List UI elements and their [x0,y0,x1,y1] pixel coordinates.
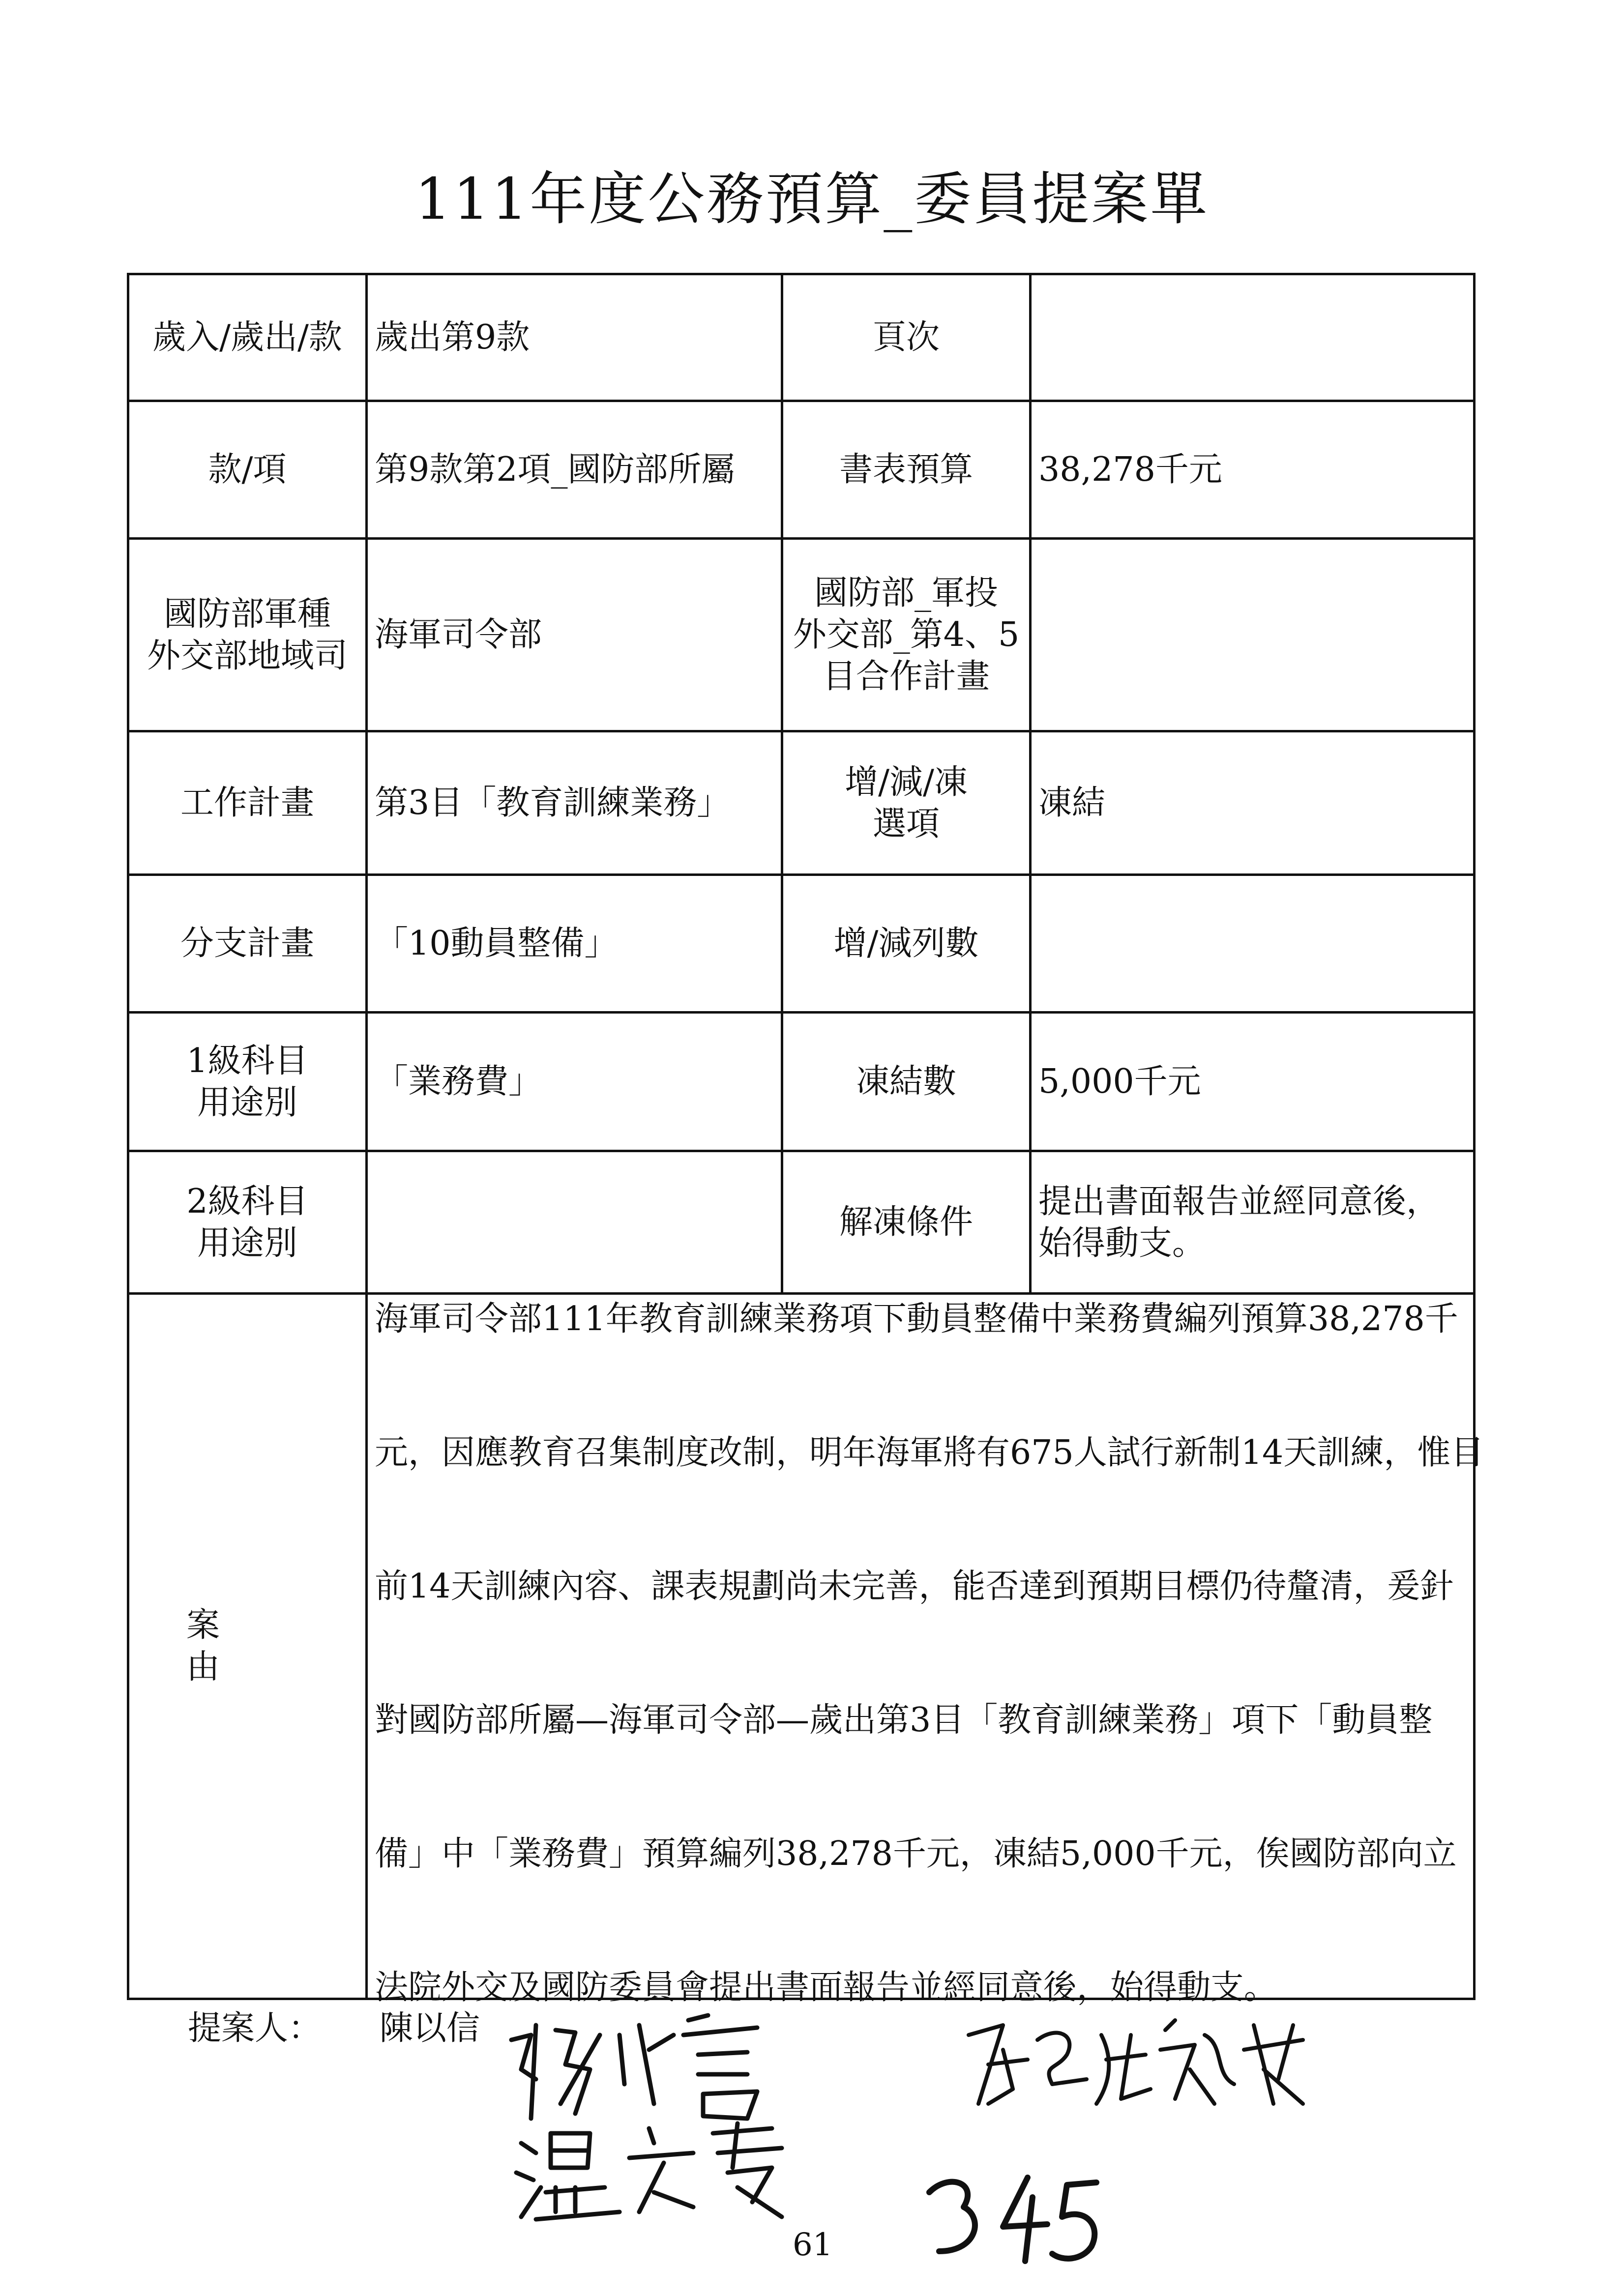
form-row [128,875,1475,1013]
page-title: 111年度公務預算_委員提案單 [414,166,1210,233]
proposer-label: 提案人： [188,2009,322,2048]
label-unfreeze-condition: 解凍條件 [782,1151,1031,1294]
label-service-branch: 國防部軍種 外交部地域司 [128,539,367,731]
form-row [128,1013,1475,1151]
form-row [128,539,1475,731]
value-program-item [1031,539,1475,731]
reason-text [367,1294,1484,2007]
label-work-plan: 工作計畫 [128,731,367,875]
form-row [128,274,1475,401]
signature-chen-yi-xin [502,2005,806,2128]
value-work-plan: 第3目「教育訓練業務」 [367,731,782,875]
value-statement-budget: 38,278千元 [1031,401,1475,539]
value-budget-type: 歲出第9款 [367,274,782,401]
label-level2-category: 2級科目 用途別 [128,1151,367,1294]
reason-line: 前14天訓練內容、課表規劃尚未完善，能否達到預期目標仍待釐清，爰針 [375,1567,1454,1606]
proposer-name: 陳以信 [380,2009,480,2048]
label-page: 頁次 [782,274,1031,401]
value-service-branch: 海軍司令部 [367,539,782,731]
value-frozen-amount: 5,000千元 [1031,1013,1475,1151]
signature-number-345 [919,2168,1106,2271]
value-action-option: 凍結 [1031,731,1475,875]
form-row-reason [128,1294,1475,1999]
reason-line: 元，因應教育召集制度改制，明年海軍將有675人試行新制14天訓練，惟目 [375,1433,1484,1472]
label-budget-type: 歲入/歲出/款 [128,274,367,401]
reason-line: 對國防部所屬—海軍司令部—歲出第3目「教育訓練業務」項下「動員整 [375,1701,1433,1740]
label-action-option: 增/減/凍 選項 [782,731,1031,875]
proposal-form-table [127,273,1484,2007]
label-branch-plan: 分支計畫 [128,875,367,1013]
page-number: 61 [793,2227,833,2263]
value-page [1031,274,1475,401]
label-reason: 案由 [128,1294,367,1999]
form-row [128,731,1475,875]
value-section-item: 第9款第2項_國防部所屬 [367,401,782,539]
value-unfreeze-condition: 提出書面報告並經同意後， 始得動支。 [1031,1151,1475,1294]
value-level2-category [367,1151,782,1294]
reason-line: 備」中「業務費」預算編列38,278千元，凍結5,000千元，俟國防部向立 [375,1834,1457,1873]
signature-tseng-ming-tsung [959,2005,1313,2123]
label-statement-budget: 書表預算 [782,401,1031,539]
label-level1-category: 1級科目 用途別 [128,1013,367,1151]
form-row [128,401,1475,539]
reason-line: 海軍司令部111年教育訓練業務項下動員整備中業務費編列預算38,278千 [375,1300,1458,1338]
label-program-item: 國防部_軍投 外交部_第4、5 目合作計畫 [782,539,1031,731]
value-level1-category: 「業務費」 [367,1013,782,1151]
value-branch-plan: 「10動員整備」 [367,875,782,1013]
form-row [128,1151,1475,1294]
value-change-amount [1031,875,1475,1013]
label-frozen-amount: 凍結數 [782,1013,1031,1151]
label-change-amount: 增/減列數 [782,875,1031,1013]
reason-line: 法院外交及國防委員會提出書面報告並經同意後，始得動支。 [375,1968,1278,2007]
label-section-item: 款/項 [128,401,367,539]
signature-wen-yu-hsia [506,2114,811,2227]
